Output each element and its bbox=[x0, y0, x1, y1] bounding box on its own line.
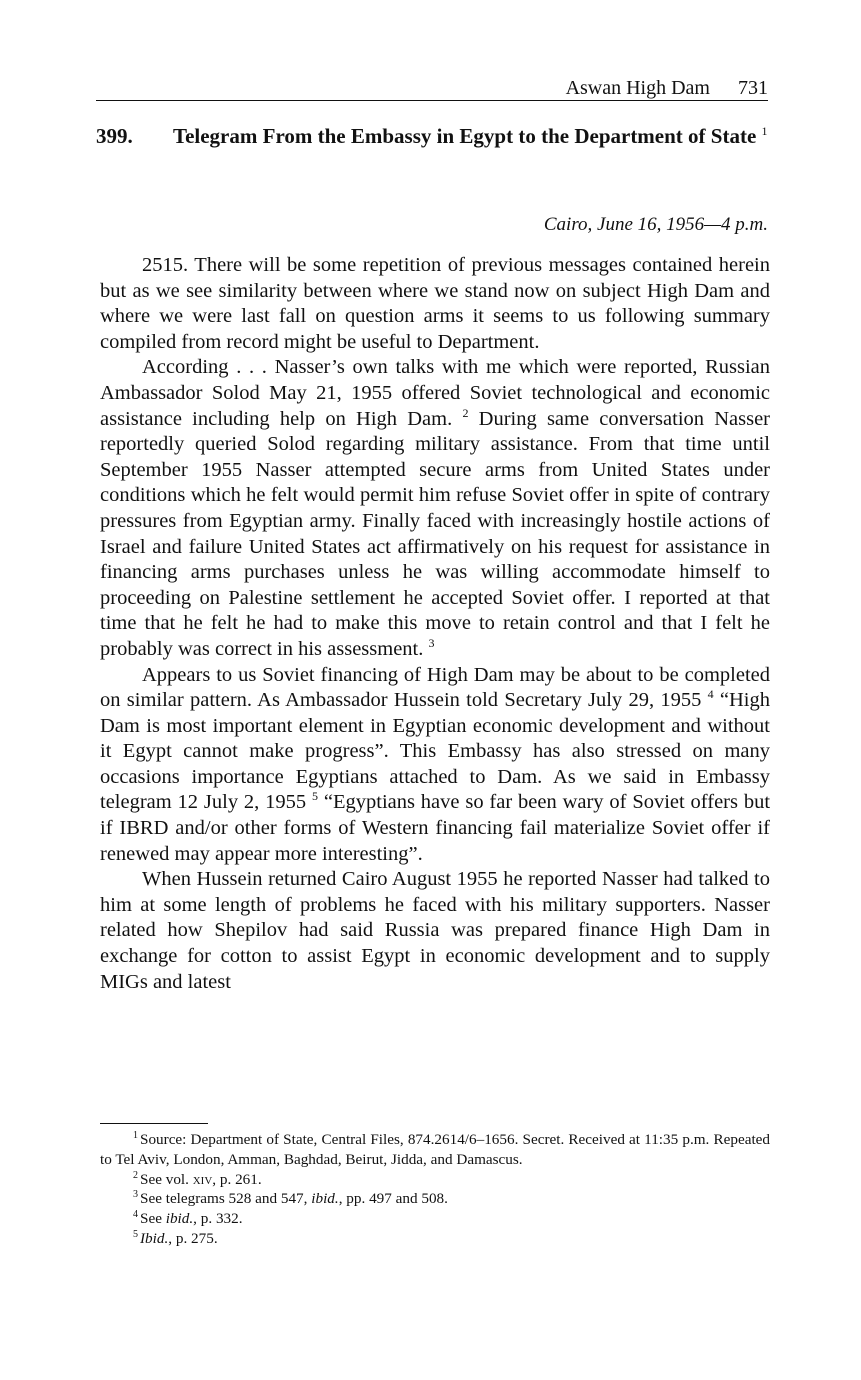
telegram-body bbox=[100, 253, 770, 995]
footnote-text: , p. 261. bbox=[212, 1170, 262, 1188]
footnote-ref: 2 bbox=[462, 405, 469, 420]
paragraph bbox=[100, 867, 770, 995]
footnote-text: See bbox=[140, 1210, 162, 1228]
footnote-number: 2 bbox=[133, 1169, 138, 1181]
footnote-text: See vol. bbox=[140, 1170, 189, 1188]
footnote-text: Source: Department of State, Central Files, 874.2614/6–1656. Secret. Received at 11:35 p.m. Repeated to Tel Aviv, London, Amman, Baghdad, Beirut, Jidda, and Damascus. bbox=[100, 1131, 770, 1168]
footnote-ref: 5 bbox=[312, 789, 319, 804]
footnote-3 bbox=[100, 1189, 770, 1209]
page-number: 731 bbox=[738, 77, 768, 99]
document-title-text: Telegram From the Embassy in Egypt to the Department of State bbox=[173, 124, 757, 148]
ibid: ibid. bbox=[311, 1190, 339, 1208]
footnote-text: , p. 332. bbox=[193, 1210, 243, 1228]
paragraph bbox=[100, 253, 770, 355]
footnote-text: , pp. 497 and 508. bbox=[338, 1190, 448, 1208]
footnote-ref: 4 bbox=[707, 687, 714, 702]
footnote-divider bbox=[100, 1123, 208, 1124]
footnote-ref: 1 bbox=[761, 124, 768, 138]
footnote-2 bbox=[100, 1170, 770, 1190]
footnote-text: See telegrams 528 and 547, bbox=[140, 1190, 308, 1208]
paragraph bbox=[100, 355, 770, 662]
ibid: Ibid. bbox=[140, 1229, 169, 1247]
paragraph-text: Appears to us Soviet financing of High Dam may be about to be completed on similar pattern. As Ambassador Hussein told Secretary July 29, 1955 bbox=[100, 663, 770, 712]
volume-number: xiv bbox=[192, 1170, 213, 1188]
paragraph-text: “High Dam is most important element in Egyptian economic development and without it Egypt cannot make progress”. This Embassy has also stressed on many occasions importance Egyptians attached to Dam. As we said in Embassy telegram 12 July 2, 1955 bbox=[100, 689, 771, 814]
footnote-number: 4 bbox=[133, 1209, 138, 1221]
ibid: ibid. bbox=[165, 1210, 194, 1228]
dateline: Cairo, June 16, 1956—4 p.m. bbox=[543, 214, 768, 235]
document-title bbox=[173, 122, 773, 150]
document-number: 399. bbox=[96, 124, 133, 148]
running-head-title: Aswan High Dam bbox=[565, 77, 710, 99]
paragraph-text: When Hussein returned Cairo August 1955 he reported Nasser had talked to him at some length of problems he faced with his military supporters. Nasser related how Shepilov had said Russia was prepared finance High Dam in exchange for cotton to assist Egypt in economic development and to supply MIGs and latest bbox=[100, 868, 770, 993]
footnotes bbox=[100, 1130, 770, 1249]
footnote-text: , p. 275. bbox=[168, 1229, 218, 1247]
footnote-1 bbox=[100, 1130, 770, 1170]
paragraph-text: “Egyptians have so far been wary of Soviet offers but if IBRD and/or other forms of Western financing fail materialize Soviet offer if renewed may appear more interesting”. bbox=[100, 791, 771, 865]
footnote-number: 1 bbox=[133, 1129, 138, 1141]
footnote-ref: 3 bbox=[428, 636, 435, 651]
paragraph bbox=[100, 663, 770, 868]
paragraph-text: 2515. There will be some repetition of previous messages contained herein but as we see similarity between where we stand now on subject High Dam and where we were last fall on question arms it seems to us following summary compiled from record might be useful to Department. bbox=[100, 254, 770, 353]
footnote-number: 5 bbox=[133, 1228, 138, 1240]
footnote-number: 3 bbox=[133, 1189, 138, 1201]
footnote-5 bbox=[100, 1229, 770, 1249]
paragraph-text: During same conversation Nasser reportedly queried Solod regarding military assistance. From that time until September 1955 Nasser attempted secure arms from United States under conditions which he felt would permit him refuse Soviet offer in spite of contrary pressures from Egyptian army. Finally faced with increasingly hostile actions of Israel and failure United States act affirmatively on his request for assistance in financing arms purchases unless he was willing accommodate himself to proceeding on Palestine settlement he accepted Soviet offer. I reported at that time that he felt he had to make this move to retain control and that I felt he probably was correct in his assessment. bbox=[100, 407, 771, 660]
running-head bbox=[96, 76, 768, 101]
footnote-4 bbox=[100, 1209, 770, 1229]
paragraph-text: According . . . Nasser’s own talks with me which were reported, Russian Ambassador Solod May 21, 1955 offered Soviet technological and economic assistance including help on High Dam. bbox=[100, 356, 770, 430]
